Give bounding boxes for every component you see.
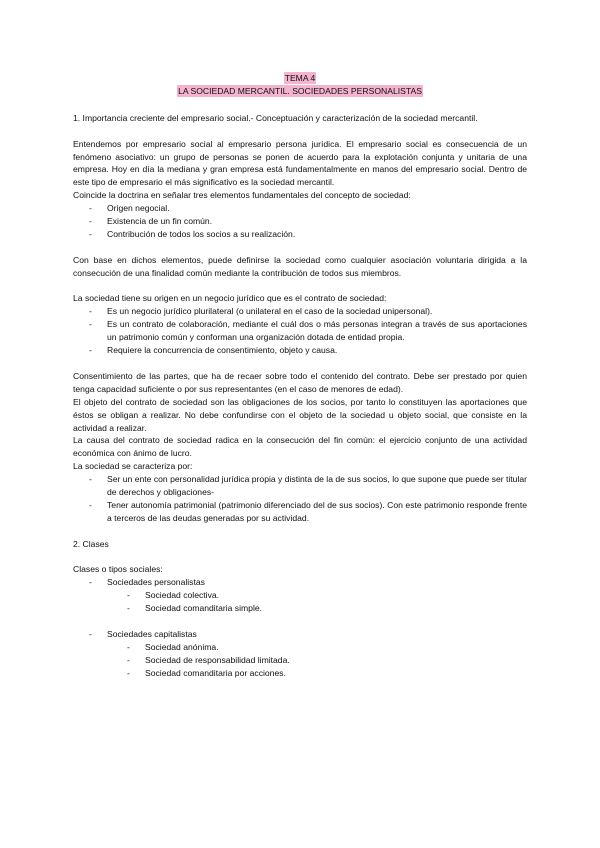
title-topic: TEMA 4 xyxy=(284,73,316,83)
classes-list xyxy=(73,576,527,589)
list-item: - Ser un ente con personalidad jurídica propia y distinta de la de sus socios, lo que supone que puede ser titular de derechos y obligaciones- xyxy=(73,473,527,499)
section-2-heading: 2. Clases xyxy=(73,538,109,549)
list-item: - Sociedad comanditaria por acciones. xyxy=(73,667,527,680)
list-item: - Existencia de un fin común. xyxy=(73,215,527,228)
list-item: - Contribución de todos los socios a su realización. xyxy=(73,228,527,241)
list-item: - Es un negocio jurídico plurilateral (o unilateral en el caso de la sociedad unipersonal). xyxy=(73,305,527,318)
section-1-heading: 1. Importancia creciente del empresario social.- Conceptuación y caracterización de la sociedad mercantil. xyxy=(73,112,478,123)
list-item: - Es un contrato de colaboración, mediante el cuál dos o más personas integran a través de sus aportaciones un patrimonio común y conforman una organización dotada de entidad propia. xyxy=(73,318,527,344)
list-item: - Sociedad comanditaria simple. xyxy=(73,602,527,615)
class-group-label: Sociedades capitalistas xyxy=(107,628,197,639)
paragraph-elementos-intro: Coincide la doctrina en señalar tres elementos fundamentales del concepto de sociedad: xyxy=(73,190,411,201)
capitalistas-list xyxy=(73,641,527,680)
paragraph-objeto: El objeto del contrato de sociedad son las obligaciones de los socios, por tanto lo constituyen las aportaciones que éstos se obligan a realizar. No debe confundirse con el objeto de la sociedad u objeto social, que consiste en la actividad a realizar. xyxy=(73,396,527,433)
paragraph-causa: La causa del contrato de sociedad radica en la consecución del fin común: el ejercicio conjunto de una actividad económica con ánimo de lucro. xyxy=(73,435,527,459)
list-item: - Sociedad anónima. xyxy=(73,641,527,654)
list-item: - Requiere la concurrencia de consentimiento, objeto y causa. xyxy=(73,344,527,357)
characteristics-list xyxy=(73,473,527,525)
title-subject: LA SOCIEDAD MERCANTIL. SOCIEDADES PERSONALISTAS xyxy=(178,85,422,96)
contract-list xyxy=(73,305,527,357)
list-item xyxy=(73,576,527,589)
paragraph-definicion: Con base en dichos elementos, puede definirse la sociedad como cualquier asociación voluntaria dirigida a la consecución de una finalidad común mediante la contribución de todos sus miembros. xyxy=(73,254,527,278)
classes-list-2 xyxy=(73,628,527,641)
paragraph-empresario-social: Entendemos por empresario social al empresario persona jurídica. El empresario social es consecuencia de un fenómeno asociativo: un grupo de personas se ponen de acuerdo para la explotación conjunta y unitaria de una empresa. Hoy en día la mediana y gran empresa está fundamentalmente en manos del empresario social. Dentro de este tipo de empresario el más significativo es la sociedad mercantil. xyxy=(73,138,527,188)
elements-list xyxy=(73,202,527,241)
paragraph-consentimiento: Consentimiento de las partes, que ha de recaer sobre todo el contenido del contrato. Debe ser prestado por quien tenga capacidad suficiente o por sus representantes (en el caso de menores de edad). xyxy=(73,370,527,394)
list-item: - Origen negocial. xyxy=(73,202,527,215)
personalistas-list xyxy=(73,589,527,615)
list-item: - Sociedad colectiva. xyxy=(73,589,527,602)
paragraph-caracteriza: La sociedad se caracteriza por: xyxy=(73,461,193,472)
list-item: - Tener autonomía patrimonial (patrimonio diferenciado del de sus socios). Con este patrimonio responde frente a terceros de las deudas generadas por su actividad. xyxy=(73,499,527,525)
paragraph-clases-intro: Clases o tipos sociales: xyxy=(73,564,163,575)
class-group-label: Sociedades personalistas xyxy=(107,577,205,588)
list-item xyxy=(73,628,527,641)
paragraph-contrato-intro: La sociedad tiene su origen en un negocio jurídico que es el contrato de sociedad: xyxy=(73,293,387,304)
document-title xyxy=(73,72,527,98)
list-item: - Sociedad de responsabilidad limitada. xyxy=(73,654,527,667)
